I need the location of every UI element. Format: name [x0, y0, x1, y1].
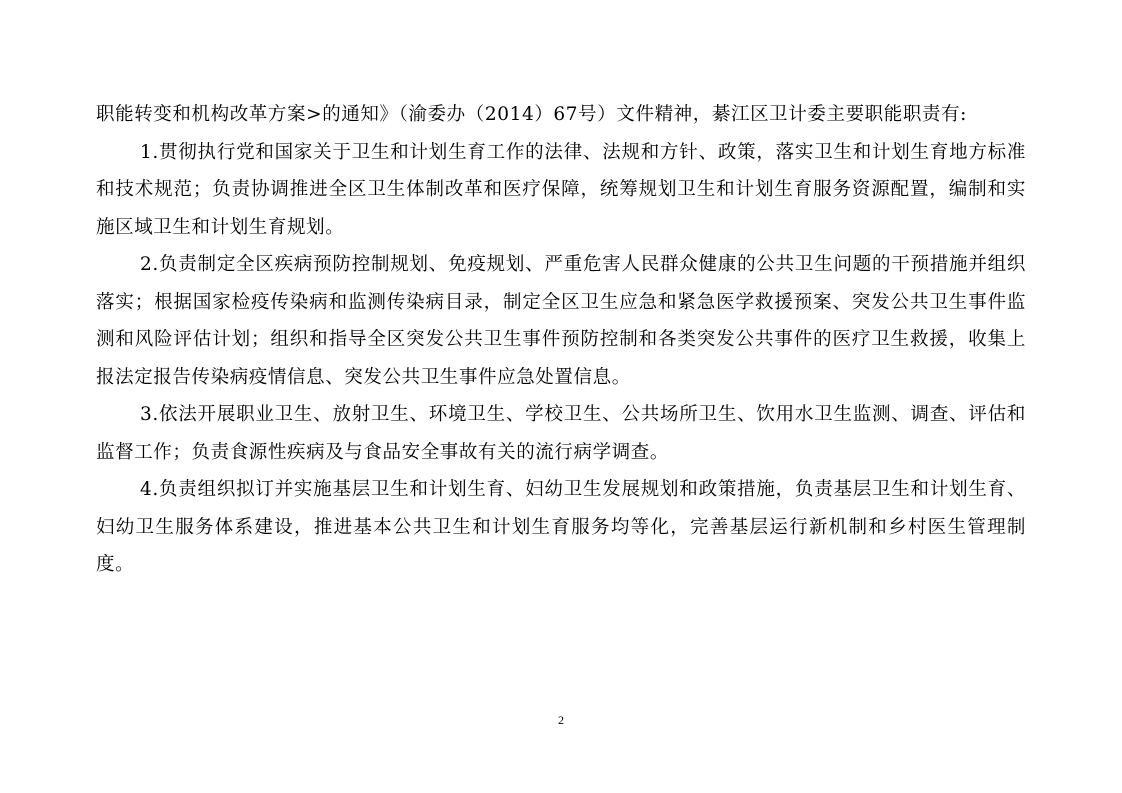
paragraph-continuation: 职能转变和机构改革方案>的通知》（渝委办（2014）67号）文件精神，綦江区卫计委主要职能职责有: [96, 104, 968, 125]
paragraph-item-2: 2.负责制定全区疾病预防控制规划、免疫规划、严重危害人民群众健康的公共卫生问题的干预措施并组织落实；根据国家检疫传染病和监测传染病目录，制定全区卫生应急和紧急医学救援预案、突发公共卫生事件监测和风险评估计划；组织和指导全区突发公共卫生事件预防控制和各类突发公共事件的医疗卫生救援，收集上报法定报告传染病疫情信息、突发公共卫生事件应急处置信息。 [96, 254, 1026, 388]
paragraph-item-4: 4.负责组织拟订并实施基层卫生和计划生育、妇幼卫生发展规划和政策措施，负责基层卫生和计划生育、妇幼卫生服务体系建设，推进基本公共卫生和计划生育服务均等化，完善基层运行新机制和乡村医生管理制度。 [96, 479, 1026, 575]
page-number: 2 [558, 713, 564, 727]
body-text [96, 96, 1026, 584]
paragraph-item-1: 1.贯彻执行党和国家关于卫生和计划生育工作的法律、法规和方针、政策，落实卫生和计划生育地方标准和技术规范；负责协调推进全区卫生体制改革和医疗保障，统筹规划卫生和计划生育服务资源配置，编制和实施区域卫生和计划生育规划。 [96, 141, 1026, 238]
paragraph-item-3: 3.依法开展职业卫生、放射卫生、环境卫生、学校卫生、公共场所卫生、饮用水卫生监测、调查、评估和监督工作；负责食源性疾病及与食品安全事故有关的流行病学调查。 [96, 404, 1026, 463]
